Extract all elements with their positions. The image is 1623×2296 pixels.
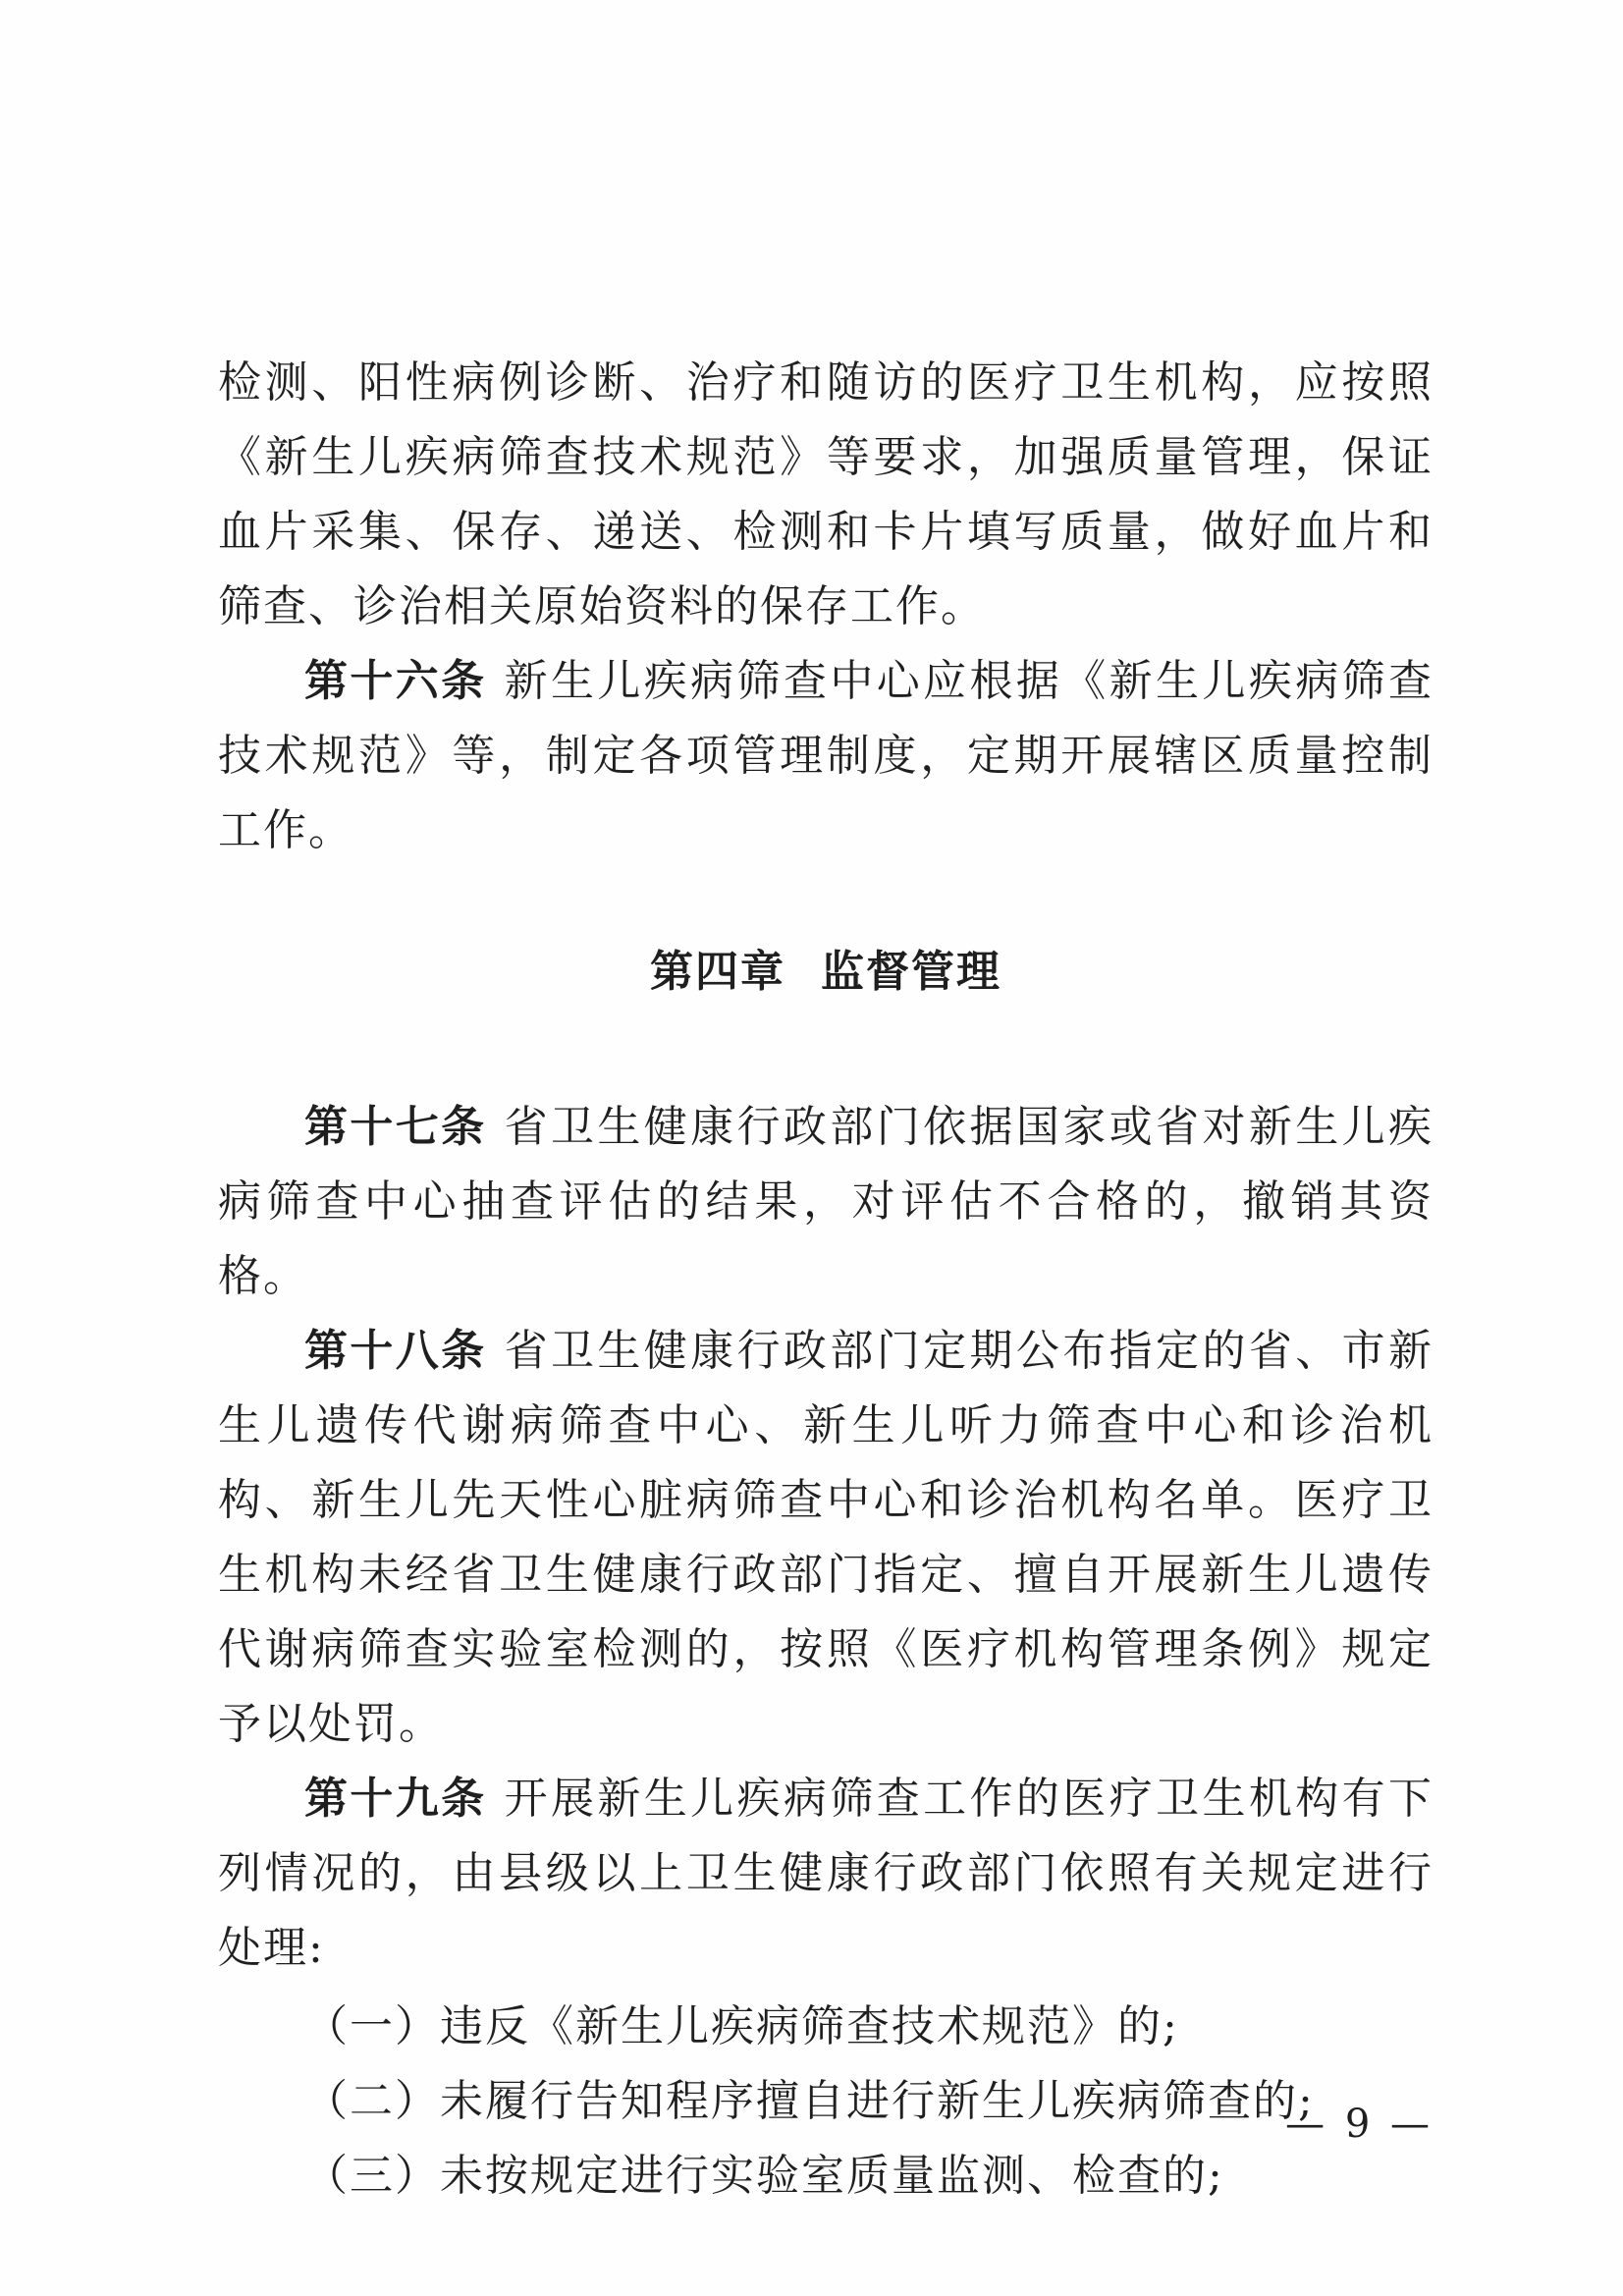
paragraph-continuation: 检测、阳性病例诊断、治疗和随访的医疗卫生机构，应按照《新生儿疾病筛查技术规范》等要求，加强质量管理，保证血片采集、保存、递送、检测和卡片填写质量，做好血片和筛查、诊治相关原始资料的保存工作。 [218, 357, 1434, 631]
article-label: 第十七条 [304, 1102, 487, 1152]
article-text: 省卫生健康行政部门定期公布指定的省、市新生儿遗传代谢病筛查中心、新生儿听力筛查中心和诊治机构、新生儿先天性心脏病筛查中心和诊治机构名单。医疗卫生机构未经省卫生健康行政部门指定、擅自开展新生儿遗传代谢病筛查实验室检测的，按照《医疗机构管理条例》规定予以处罚。 [218, 1326, 1434, 1749]
list-item: （二）未履行告知程序擅自进行新生儿疾病筛查的; [304, 2076, 1315, 2126]
article-18 [218, 1314, 1434, 1762]
chapter-title: 监督管理 [821, 947, 1001, 997]
article-label: 第十六条 [304, 656, 487, 706]
article-text: 新生儿疾病筛查中心应根据《新生儿疾病筛查技术规范》等，制定各项管理制度，定期开展辖区质量控制工作。 [218, 656, 1434, 855]
article-17 [218, 1090, 1434, 1314]
article-text: 开展新生儿疾病筛查工作的医疗卫生机构有下列情况的，由县级以上卫生健康行政部门依照有关规定进行处理: [218, 1774, 1434, 1973]
list-item: （一）违反《新生儿疾病筛查技术规范》的; [304, 2001, 1179, 2051]
article-label: 第十八条 [304, 1326, 487, 1376]
article-label: 第十九条 [304, 1774, 487, 1824]
page-body [218, 346, 1434, 2214]
article-19 [218, 1762, 1434, 1986]
article-16 [218, 644, 1434, 868]
chapter-number: 第四章 [650, 947, 785, 997]
list-item: （三）未按规定进行实验室质量监测、检查的; [304, 2151, 1224, 2201]
page-number: — 9 — [1285, 2102, 1434, 2147]
article-text: 省卫生健康行政部门依据国家或省对新生儿疾病筛查中心抽查评估的结果，对评估不合格的，撤销其资格。 [218, 1102, 1434, 1301]
chapter-heading [218, 935, 1434, 1010]
